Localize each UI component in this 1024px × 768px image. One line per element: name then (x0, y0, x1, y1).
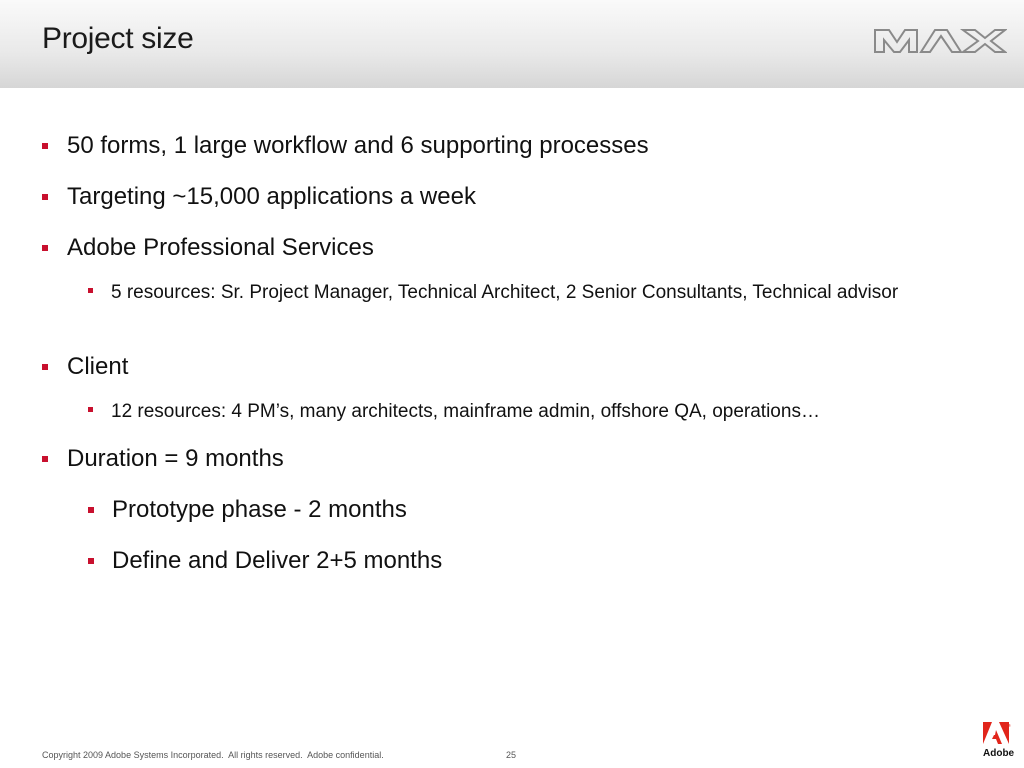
page-number: 25 (506, 750, 517, 760)
bullet-marker (88, 558, 94, 564)
bullet-text: Prototype phase - 2 months (112, 496, 407, 523)
bullet-text: Targeting ~15,000 applications a week (67, 183, 476, 210)
bullet-text: Define and Deliver 2+5 months (112, 547, 443, 574)
bullet-text: 50 forms, 1 large workflow and 6 supporting processes (67, 132, 649, 159)
bullet-marker (42, 143, 48, 149)
sub-list-item (88, 398, 931, 425)
max-logo (873, 28, 1007, 54)
list-item (42, 353, 128, 381)
bullet-marker (42, 364, 48, 370)
bullet-marker (42, 456, 48, 462)
adobe-logo-label: Adobe (983, 748, 1015, 759)
bullet-marker (88, 407, 93, 412)
list-item (42, 234, 374, 262)
footer-copyright: Copyright 2009 Adobe Systems Incorporated. All rights reserved. Adobe confidential. (42, 750, 384, 760)
bullet-text: 12 resources: 4 PM’s, many architects, mainframe admin, offshore QA, operations… (111, 401, 820, 422)
bullet-text: Duration = 9 months (67, 445, 284, 472)
bullet-marker (88, 288, 93, 293)
list-item (42, 183, 476, 211)
bullet-text: Adobe Professional Services (67, 234, 374, 261)
bullet-marker (42, 245, 48, 251)
slide-title: Project size (42, 22, 194, 55)
slide-header (0, 0, 1024, 88)
bullet-marker (88, 507, 94, 513)
bullet-text: 5 resources: Sr. Project Manager, Technical Architect, 2 Senior Consultants, Technical advisor (111, 282, 899, 303)
svg-text:®: ® (1008, 723, 1011, 728)
bullet-text: Client (67, 353, 129, 380)
sub-list-item (88, 279, 931, 306)
sub-list-item (88, 496, 407, 524)
list-item (42, 132, 649, 160)
list-item (42, 445, 284, 473)
bullet-marker (42, 194, 48, 200)
sub-list-item (88, 547, 442, 575)
